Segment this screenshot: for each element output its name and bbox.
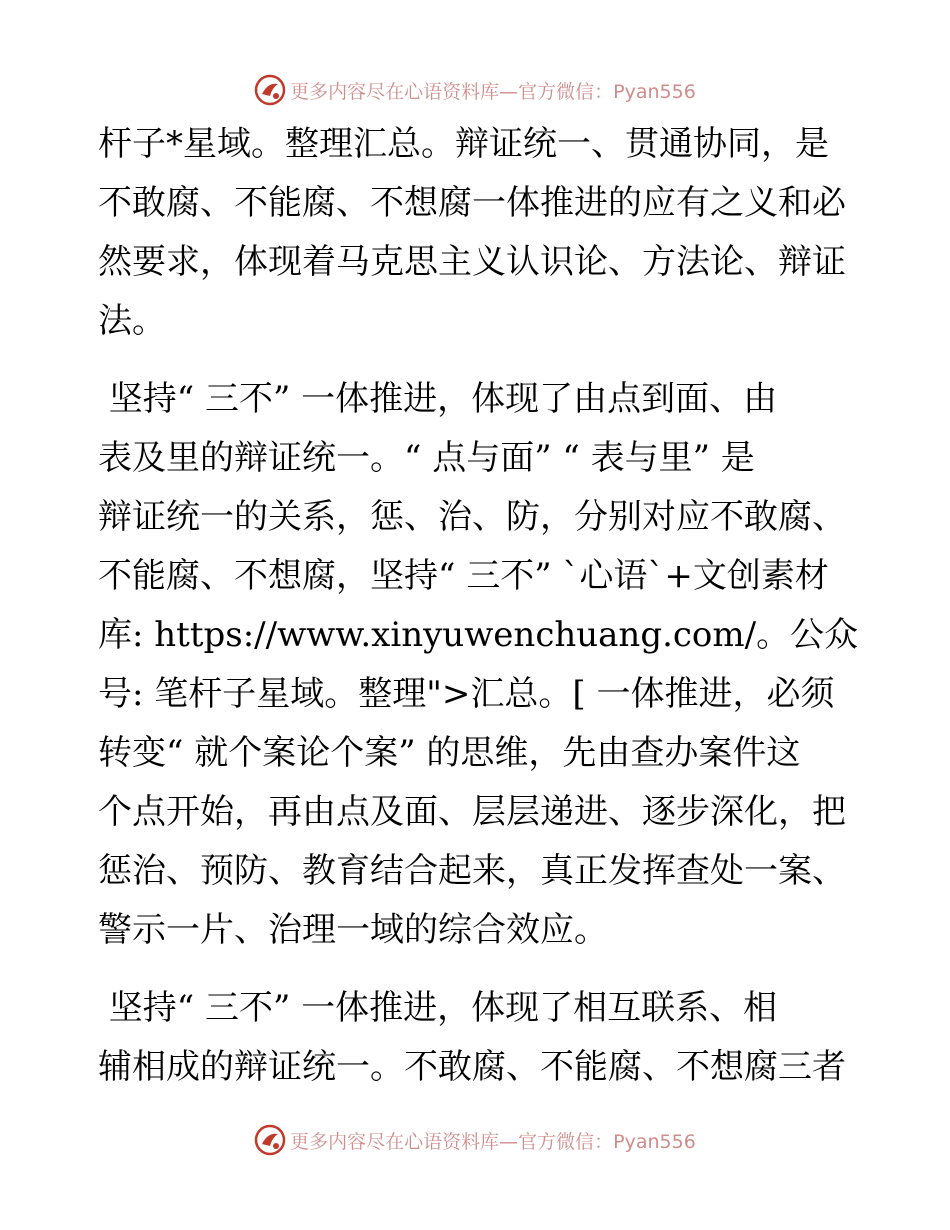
- text-line: 坚持“ 三不” 一体推进，体现了由点到面、由: [98, 379, 778, 419]
- text-line: 坚持“ 三不” 一体推进，体现了相互联系、相: [98, 988, 778, 1028]
- text-line: 警示一片、治理一域的综合效应。: [98, 910, 608, 950]
- text-line: 表及里的辩证统一。“ 点与面” “ 表与里” 是: [98, 438, 755, 478]
- text-line: 辅相成的辩证统一。不敢腐、不能腐、不想腐三者: [98, 1047, 846, 1087]
- seal-logo-icon: [254, 74, 286, 106]
- text-line: 辩证统一的关系，惩、治、防，分别对应不敢腐、: [98, 497, 846, 537]
- watermark-text: 更多内容尽在心语资料库—官方微信：Pyan556: [290, 1130, 696, 1153]
- text-line: 不敢腐、不能腐、不想腐一体推进的应有之义和必: [98, 183, 846, 223]
- text-line: 号: 笔杆子星域。整理">汇总。[ 一体推进，必须: [98, 674, 835, 714]
- watermark-header: [0, 70, 950, 110]
- text-line: 不能腐、不想腐，坚持“ 三不” `心语`+文创素材: [98, 556, 829, 596]
- text-line: 个点开始，再由点及面、层层递进、逐步深化，把: [98, 792, 846, 832]
- text-line: 惩治、预防、教育结合起来，真正发挥查处一案、: [98, 851, 846, 891]
- watermark-text: 更多内容尽在心语资料库—官方微信：Pyan556: [290, 80, 696, 103]
- seal-logo-icon: [254, 1124, 286, 1156]
- text-line: 转变“ 就个案论个案” 的思维，先由查办案件这: [98, 733, 801, 773]
- text-line: 杆子*星域。整理汇总。辩证统一、贯通协同，是: [98, 124, 829, 164]
- text-line: 库: https://www.xinyuwenchuang.com/。公众: [98, 615, 859, 655]
- text-line: 法。: [98, 301, 166, 341]
- watermark-footer: [0, 1120, 950, 1160]
- text-line: 然要求，体现着马克思主义认识论、方法论、辩证: [98, 242, 846, 282]
